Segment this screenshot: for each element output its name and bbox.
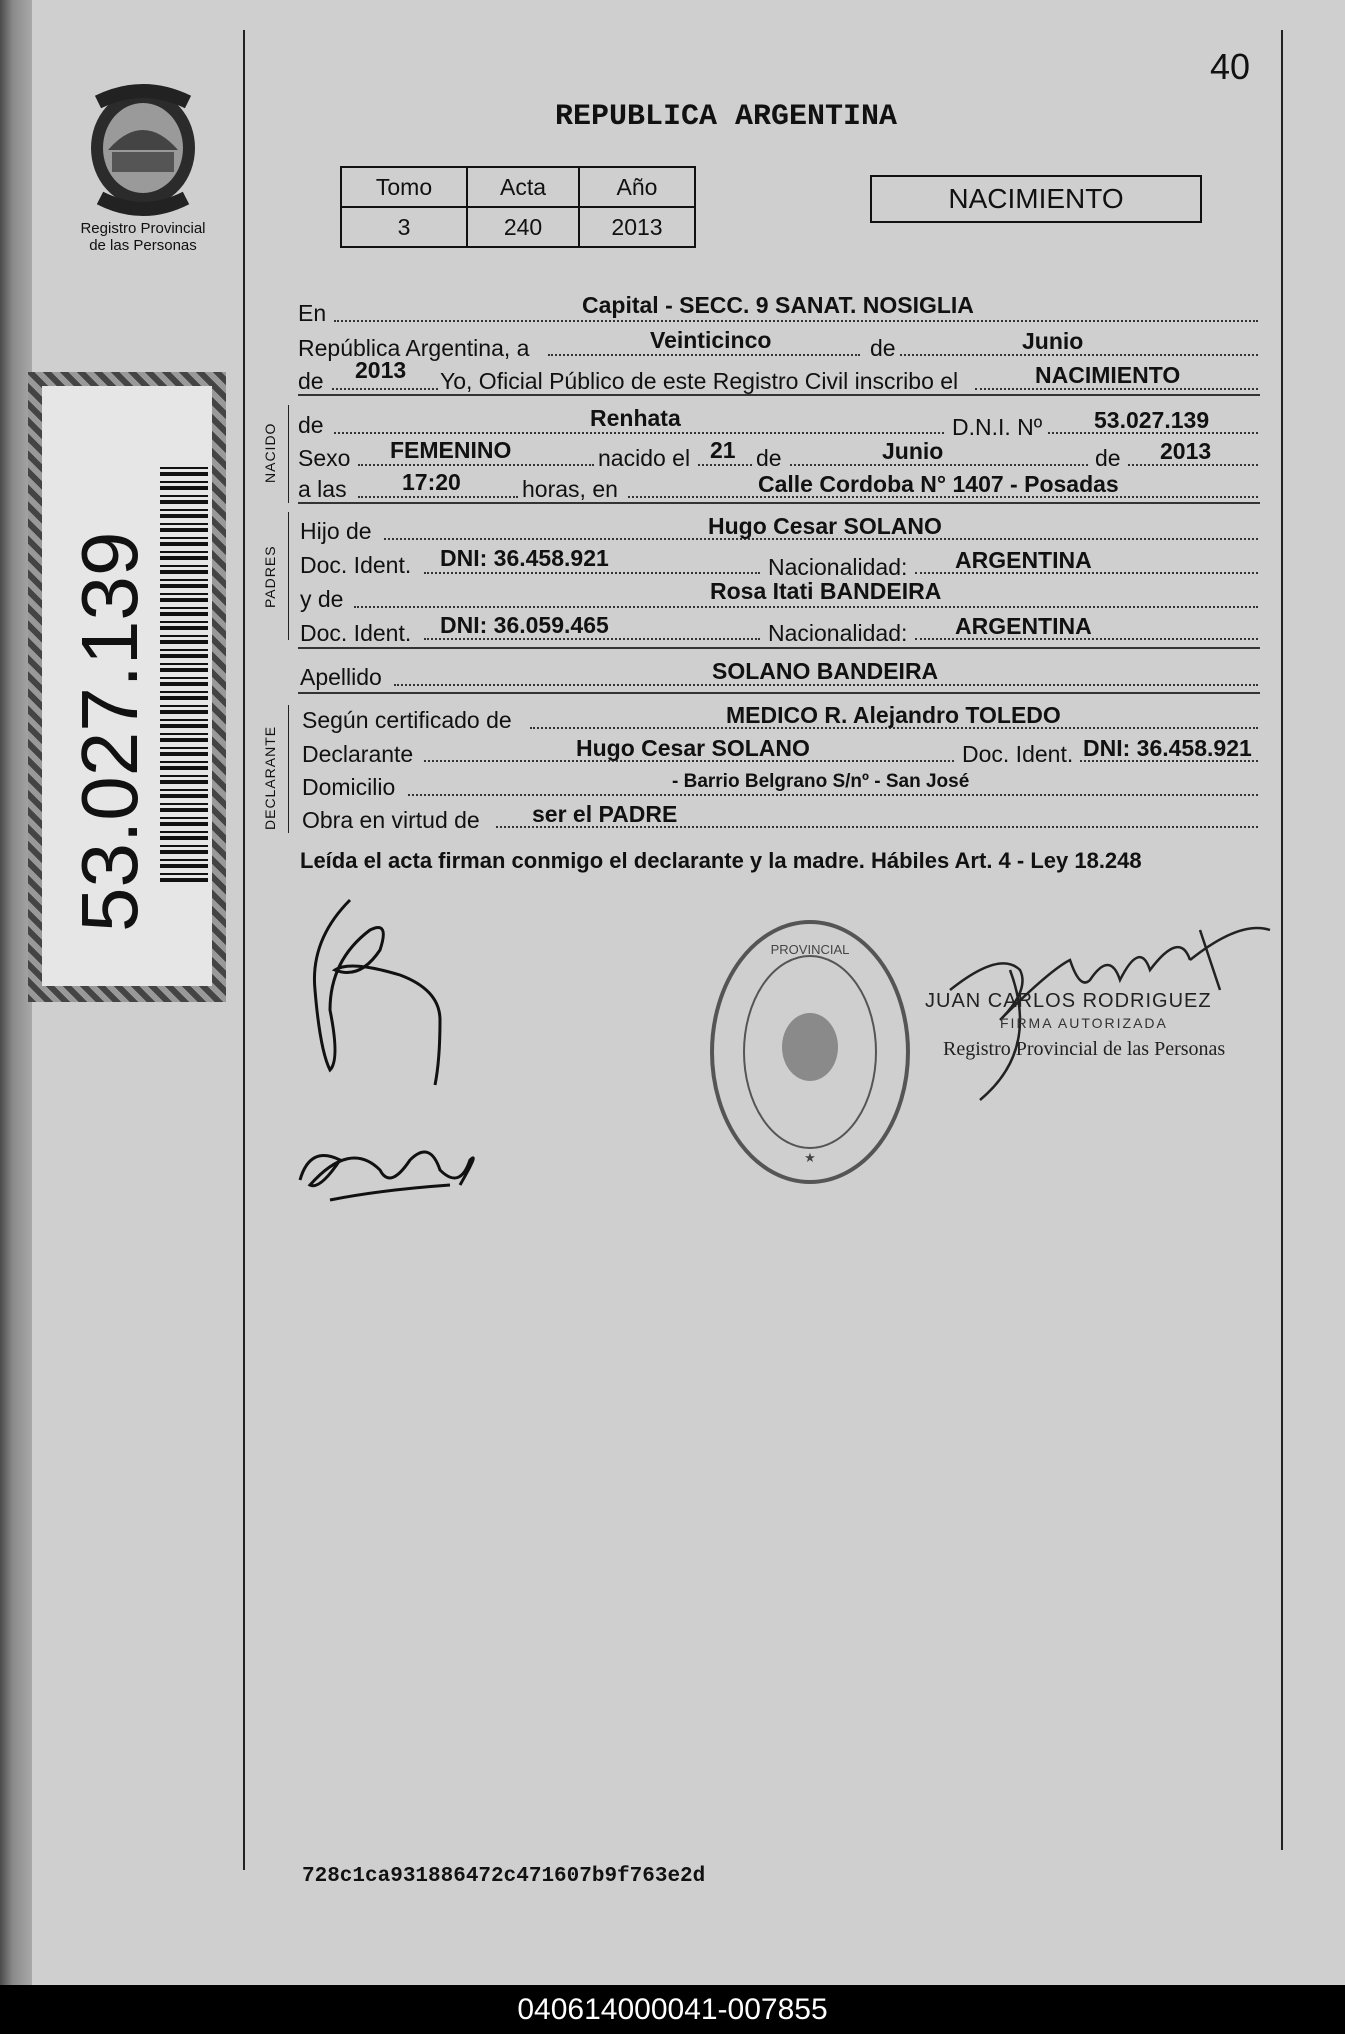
label-a-las: a las — [298, 476, 347, 502]
label-sexo: Sexo — [298, 445, 351, 471]
dotted-line — [332, 388, 438, 390]
value-hora: 17:20 — [402, 469, 461, 495]
barcode-sticker — [28, 372, 226, 1002]
value-madre-dni: DNI: 36.059.465 — [440, 612, 609, 638]
value-certificado: MEDICO R. Alejandro TOLEDO — [726, 702, 1061, 728]
value-padre-dni: DNI: 36.458.921 — [440, 545, 609, 571]
label-doc-ident-3: Doc. Ident. — [962, 741, 1074, 767]
value-madre-nac: ARGENTINA — [955, 613, 1092, 639]
value-anio-registro: 2013 — [355, 357, 407, 383]
closing-text: Leída el acta firman conmigo el declarante y la madre. Hábiles Art. 4 - Ley 18.248 — [300, 848, 1142, 873]
label-obra: Obra en virtud de — [302, 807, 480, 833]
label-yo: Yo, Oficial Público de este Registro Civil inscribo el — [440, 368, 959, 394]
section-divider — [298, 394, 1260, 396]
page-number: 40 — [1210, 46, 1251, 87]
label-doc-ident-1: Doc. Ident. — [300, 552, 412, 578]
label-doc-ident-2: Doc. Ident. — [300, 620, 412, 646]
footer-id: 040614000041-007855 — [0, 1985, 1345, 2034]
label-de4: de — [1095, 445, 1121, 471]
label-horas-en: horas, en — [522, 476, 618, 502]
dotted-line — [424, 572, 760, 574]
label-segun-cert: Según certificado de — [302, 707, 512, 733]
label-nacido-el: nacido el — [598, 445, 691, 471]
dotted-line — [698, 464, 752, 466]
header-acta: Acta — [467, 167, 579, 207]
dotted-line — [334, 320, 1258, 322]
value-nombre: Renhata — [590, 405, 681, 431]
label-en: En — [298, 300, 327, 326]
value-apellido: SOLANO BANDEIRA — [712, 658, 939, 684]
section-label-padres: PADRES — [262, 545, 278, 608]
value-mes-registro: Junio — [1022, 328, 1084, 354]
value-mes-nac: Junio — [882, 438, 944, 464]
official-role: FIRMA AUTORIZADA — [1000, 1015, 1168, 1031]
header-anio: Año — [579, 167, 695, 207]
dotted-line — [334, 432, 944, 434]
label-de2: de — [298, 368, 324, 394]
declarant-signature — [290, 890, 470, 1090]
header-tomo: Tomo — [341, 167, 467, 207]
value-tomo: 3 — [341, 207, 467, 247]
value-sexo: FEMENINO — [390, 437, 512, 463]
dotted-line — [408, 794, 1258, 796]
section-bracket — [288, 405, 289, 503]
official-name: JUAN CARLOS RODRIGUEZ — [925, 990, 1212, 1012]
mother-signature — [290, 1130, 490, 1220]
value-acto: NACIMIENTO — [1035, 362, 1181, 388]
label-domicilio: Domicilio — [302, 774, 396, 800]
label-de: de — [870, 335, 896, 361]
provincial-seal — [78, 80, 208, 220]
label-y-de: y de — [300, 586, 344, 612]
value-declarante-dni: DNI: 36.458.921 — [1083, 735, 1252, 761]
label-de3: de — [756, 445, 782, 471]
value-anio: 2013 — [579, 207, 695, 247]
section-label-nacido: NACIDO — [262, 422, 278, 483]
dotted-line — [354, 606, 1258, 608]
section-bracket — [288, 705, 289, 833]
label-nacionalidad-1: Nacionalidad: — [768, 554, 908, 580]
svg-text:PROVINCIAL: PROVINCIAL — [770, 942, 850, 957]
section-divider — [298, 502, 1260, 504]
record-type-box: NACIMIENTO — [870, 175, 1202, 223]
value-domicilio: - Barrio Belgrano S/nº - San José — [672, 771, 970, 792]
svg-text:★: ★ — [804, 1150, 816, 1165]
label-de-nombre: de — [298, 412, 324, 438]
label-republica: República Argentina, a — [298, 335, 530, 361]
value-dni: 53.027.139 — [1094, 407, 1210, 433]
registry-table — [340, 166, 696, 248]
section-divider — [298, 692, 1260, 694]
value-madre: Rosa Itati BANDEIRA — [710, 578, 942, 604]
seal-caption: Registro Provincial de las Personas — [80, 220, 206, 254]
document-hash: 728c1ca931886472c471607b9f763e2d — [302, 1865, 706, 1888]
label-nacionalidad-2: Nacionalidad: — [768, 620, 908, 646]
label-apellido: Apellido — [300, 664, 382, 690]
left-margin-rule — [243, 30, 245, 1870]
barcode-bars — [160, 462, 208, 882]
dotted-line — [358, 464, 594, 466]
label-declarante: Declarante — [302, 741, 414, 767]
value-anio-nac: 2013 — [1160, 438, 1212, 464]
section-label-declarante: DECLARANTE — [262, 725, 278, 830]
value-padre: Hugo Cesar SOLANO — [708, 513, 942, 539]
dotted-line — [548, 354, 860, 356]
value-lugar-nac: Calle Cordoba N° 1407 - Posadas — [758, 471, 1119, 497]
label-hijo-de: Hijo de — [300, 518, 372, 544]
section-bracket — [288, 512, 289, 640]
barcode-number: 53.027.139 — [65, 531, 154, 932]
right-margin-rule — [1281, 30, 1283, 1850]
official-office: Registro Provincial de las Personas — [943, 1038, 1226, 1060]
header-title: REPUBLICA ARGENTINA — [555, 100, 898, 134]
value-lugar: Capital - SECC. 9 SANAT. NOSIGLIA — [582, 292, 974, 318]
value-dia-texto: Veinticinco — [650, 327, 772, 353]
value-acta: 240 — [467, 207, 579, 247]
value-declarante: Hugo Cesar SOLANO — [576, 735, 810, 761]
dotted-line — [358, 496, 518, 498]
value-obra: ser el PADRE — [532, 801, 678, 827]
value-padre-nac: ARGENTINA — [955, 547, 1092, 573]
section-divider — [298, 647, 1260, 649]
value-dia-nac: 21 — [710, 437, 736, 463]
official-stamp — [705, 912, 915, 1192]
label-dni-no: D.N.I. Nº — [952, 414, 1043, 440]
